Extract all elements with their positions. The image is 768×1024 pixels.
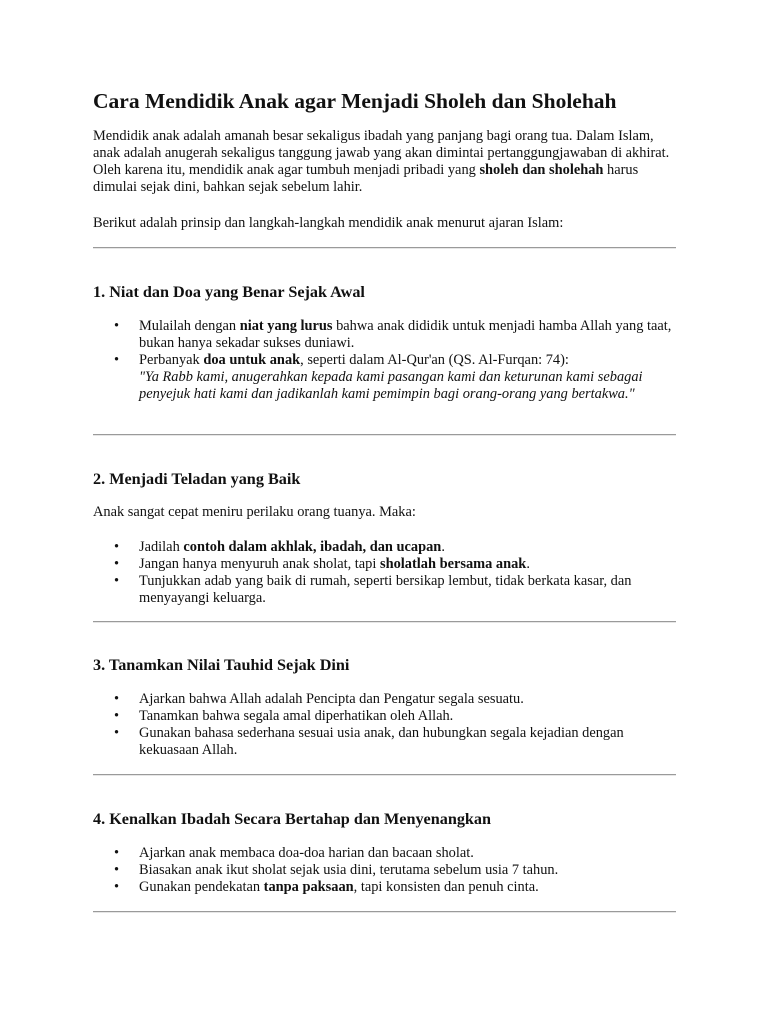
quran-quote: "Ya Rabb kami, anugerahkan kepada kami pasangan kami dan keturunan kami sebagai penyejuk hati kami dan jadikanlah kami pemimpin bagi orang-orang yang bertakwa." <box>139 369 643 402</box>
item-bold: doa untuk anak <box>203 352 301 368</box>
list-item <box>93 318 676 352</box>
intro-paragraph <box>93 128 676 196</box>
section-4-list <box>93 845 676 896</box>
section-heading-2: 2. Menjadi Teladan yang Baik <box>93 470 301 488</box>
list-item <box>93 573 676 607</box>
divider <box>93 621 676 623</box>
section-2-intro: Anak sangat cepat meniru perilaku orang tuanya. Maka: <box>93 504 416 520</box>
section-heading-1: 1. Niat dan Doa yang Benar Sejak Awal <box>93 283 365 301</box>
bullet-icon: • <box>114 691 120 707</box>
item-bold: sholatlah bersama anak <box>379 556 527 572</box>
intro-text-1: Mendidik anak adalah amanah besar sekaligus ibadah yang panjang bagi orang tua. Dalam Islam, anak adalah anugerah sekaligus tanggung jawab yang akan dimintai pertanggungjawaban di akhirat. Oleh karena itu, mendidik anak agar tumbuh menjadi pribadi yang <box>93 128 670 178</box>
list-item <box>93 725 676 759</box>
bullet-icon: • <box>114 708 120 724</box>
bullet-icon: • <box>114 573 120 589</box>
item-text: , seperti dalam Al-Qur'an (QS. Al-Furqan: 74): <box>300 352 569 368</box>
item-text: bahwa anak dididik untuk menjadi hamba Allah yang taat, bukan hanya sekadar sukses duniawi. <box>139 318 672 351</box>
list-item <box>93 845 676 862</box>
item-text: Jangan hanya menyuruh anak sholat, tapi <box>139 556 380 572</box>
item-text: Biasakan anak ikut sholat sejak usia dini, terutama sebelum usia 7 tahun. <box>139 862 559 878</box>
bullet-icon: • <box>114 352 120 368</box>
section-3-list <box>93 691 676 759</box>
section-2-list <box>93 539 676 607</box>
item-text: Perbanyak <box>139 352 204 368</box>
list-item <box>93 556 676 573</box>
bullet-icon: • <box>114 725 120 741</box>
list-item <box>93 539 676 556</box>
divider <box>93 911 676 913</box>
page-title: Cara Mendidik Anak agar Menjadi Sholeh dan Sholehah <box>93 89 617 113</box>
item-text: Mulailah dengan <box>139 318 240 334</box>
item-bold: tanpa paksaan <box>263 879 354 895</box>
bullet-icon: • <box>114 879 120 895</box>
item-bold: contoh dalam akhlak, ibadah, dan ucapan <box>183 539 442 555</box>
bullet-icon: • <box>114 556 120 572</box>
item-text: . <box>526 556 530 572</box>
item-text: Tunjukkan adab yang baik di rumah, seperti bersikap lembut, tidak berkata kasar, dan menyayangi keluarga. <box>139 573 632 606</box>
item-text: . <box>441 539 445 555</box>
intro-text-2: harus dimulai sejak dini, bahkan sejak sebelum lahir. <box>93 162 639 195</box>
bullet-icon: • <box>114 318 120 334</box>
item-text: Gunakan pendekatan <box>139 879 264 895</box>
item-text: Gunakan bahasa sederhana sesuai usia anak, dan hubungkan segala kejadian dengan kekuasaan Allah. <box>139 725 624 758</box>
list-item <box>93 691 676 708</box>
list-item <box>93 879 676 896</box>
divider <box>93 774 676 776</box>
item-text: , tapi konsisten dan penuh cinta. <box>353 879 539 895</box>
item-text: Ajarkan anak membaca doa-doa harian dan bacaan sholat. <box>139 845 474 861</box>
section-heading-3: 3. Tanamkan Nilai Tauhid Sejak Dini <box>93 656 350 674</box>
list-item <box>93 352 676 403</box>
bullet-icon: • <box>114 539 120 555</box>
item-text: Jadilah <box>139 539 184 555</box>
bullet-icon: • <box>114 862 120 878</box>
section-heading-4: 4. Kenalkan Ibadah Secara Bertahap dan Menyenangkan <box>93 810 492 828</box>
item-text: Tanamkan bahwa segala amal diperhatikan oleh Allah. <box>139 708 454 724</box>
bullet-icon: • <box>114 845 120 861</box>
list-item <box>93 708 676 725</box>
item-text: Ajarkan bahwa Allah adalah Pencipta dan Pengatur segala sesuatu. <box>139 691 524 707</box>
lead-paragraph: Berikut adalah prinsip dan langkah-langkah mendidik anak menurut ajaran Islam: <box>93 215 564 231</box>
divider <box>93 247 676 249</box>
intro-bold: sholeh dan sholehah <box>479 162 604 178</box>
item-bold: niat yang lurus <box>239 318 333 334</box>
list-item <box>93 862 676 879</box>
divider <box>93 434 676 436</box>
section-1-list <box>93 318 676 403</box>
